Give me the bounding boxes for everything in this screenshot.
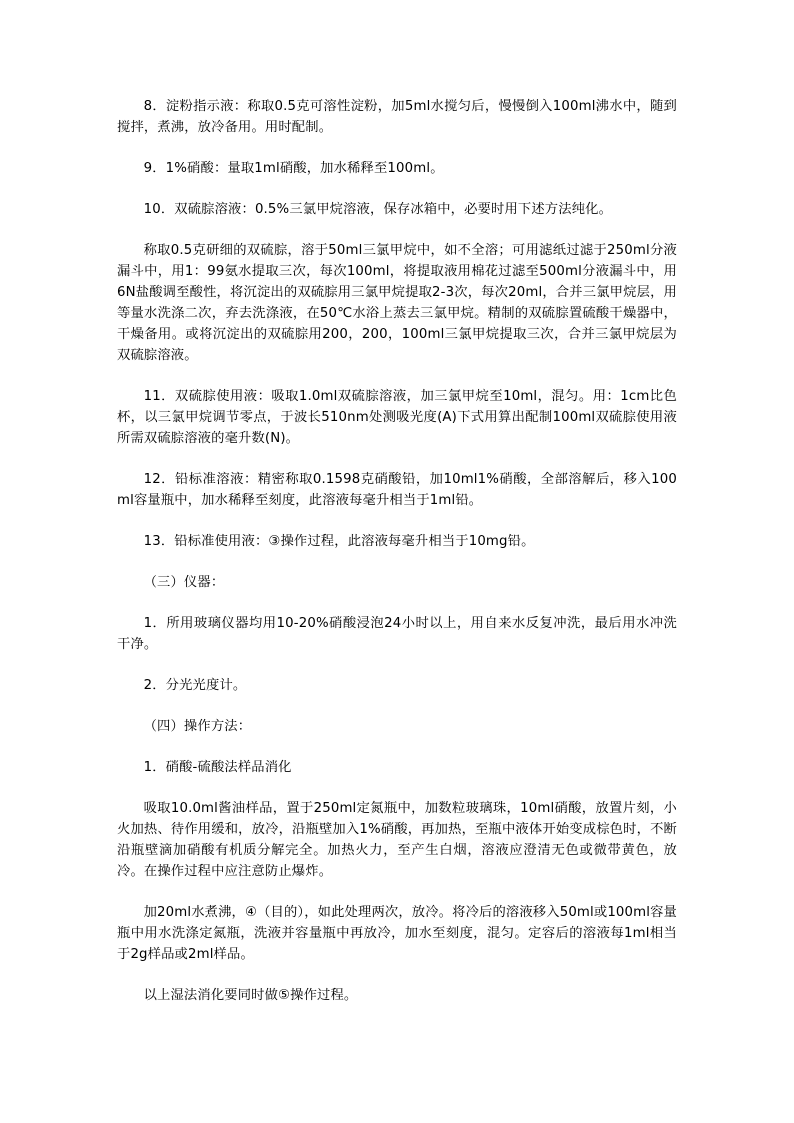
paragraph-spectrophotometer: 2．分光光度计。 [143,678,247,693]
paragraph-blank-note: 以上湿法消化要同时做⑤操作过程。 [143,988,358,1003]
paragraph-boiling-dilution: 加20ml水煮沸，④（目的），如此处理两次，放冷。将冷后的溶液移入50ml或100ml容量瓶中用水洗涤定氮瓶，洗液并容量瓶中再放冷，加水至刻度，混匀。定容后的溶液每1ml相当于2g样品或2ml样品。 [117,905,677,962]
subheading-digestion: 1．硝酸-硫酸法样品消化 [143,760,292,775]
paragraph-dithizone-purification: 称取0.5克研细的双硫腙，溶于50ml三氯甲烷中，如不全溶；可用滤纸过滤于250ml分液漏斗中，用1：99氨水提取三次，每次100ml，将提取液用棉花过滤至500ml分液漏斗中，用6N盐酸调至酸性，将沉淀出的双硫腙用三氯甲烷提取2-3次，每次20ml，合并三氯甲烷层，用等量水洗涤二次，弃去洗涤液，在50℃水浴上蒸去三氯甲烷。精制的双硫腙置硫酸干燥器中，干燥备用。或将沉淀出的双硫腙用200，200，100ml三氯甲烷提取三次，合并三氯甲烷层为双硫腙溶液。 [117,243,677,363]
paragraph-nitric-acid: 9．1%硝酸：量取1ml硝酸，加水稀释至100ml。 [143,161,444,176]
paragraph-digestion-steps: 吸取10.0ml酱油样品，置于250ml定氮瓶中，加数粒玻璃珠，10ml硝酸，放置片刻，小火加热、待作用缓和，放冷，沿瓶壁加入1%硝酸，再加热，至瓶中液体开始变成棕色时，不断沿瓶壁滴加硝酸有机质分解完全。加热火力，至产生白烟，溶液应澄清无色或微带黄色，放冷。在操作过程中应注意防止爆炸。 [117,801,677,879]
document-body [117,96,677,1026]
section-heading-procedure: （四）操作方法： [143,719,252,734]
paragraph-glassware: 1．所用玻璃仪器均用10-20%硝酸浸泡24小时以上，用自来水反复冲洗，最后用水冲洗干净。 [117,616,677,652]
paragraph-lead-standard: 12．铅标准溶液：精密称取0.1598克硝酸铅，加10ml1%硝酸，全部溶解后，移入100ml容量瓶中，加水稀释至刻度，此溶液每毫升相当于1ml铅。 [117,472,677,508]
paragraph-starch-indicator: 8．淀粉指示液：称取0.5克可溶性淀粉，加5ml水搅匀后，慢慢倒入100ml沸水中，随到搅拌，煮沸，放冷备用。用时配制。 [117,99,677,135]
paragraph-dithizone-working: 11．双硫腙使用液：吸取1.0ml双硫腙溶液，加三氯甲烷至10ml，混匀。用：1cm比色杯，以三氯甲烷调节零点，于波长510nm处测吸光度(A)下式用算出配制100ml双硫腙使用液所需双硫腙溶液的毫升数(N)。 [117,389,677,446]
paragraph-dithizone-solution: 10．双硫腙溶液：0.5%三氯甲烷溶液，保存冰箱中，必要时用下述方法纯化。 [143,202,613,217]
paragraph-lead-working: 13．铅标准使用液：③操作过程，此溶液每毫升相当于10mg铅。 [143,534,535,549]
section-heading-instruments: （三）仪器： [143,575,225,590]
